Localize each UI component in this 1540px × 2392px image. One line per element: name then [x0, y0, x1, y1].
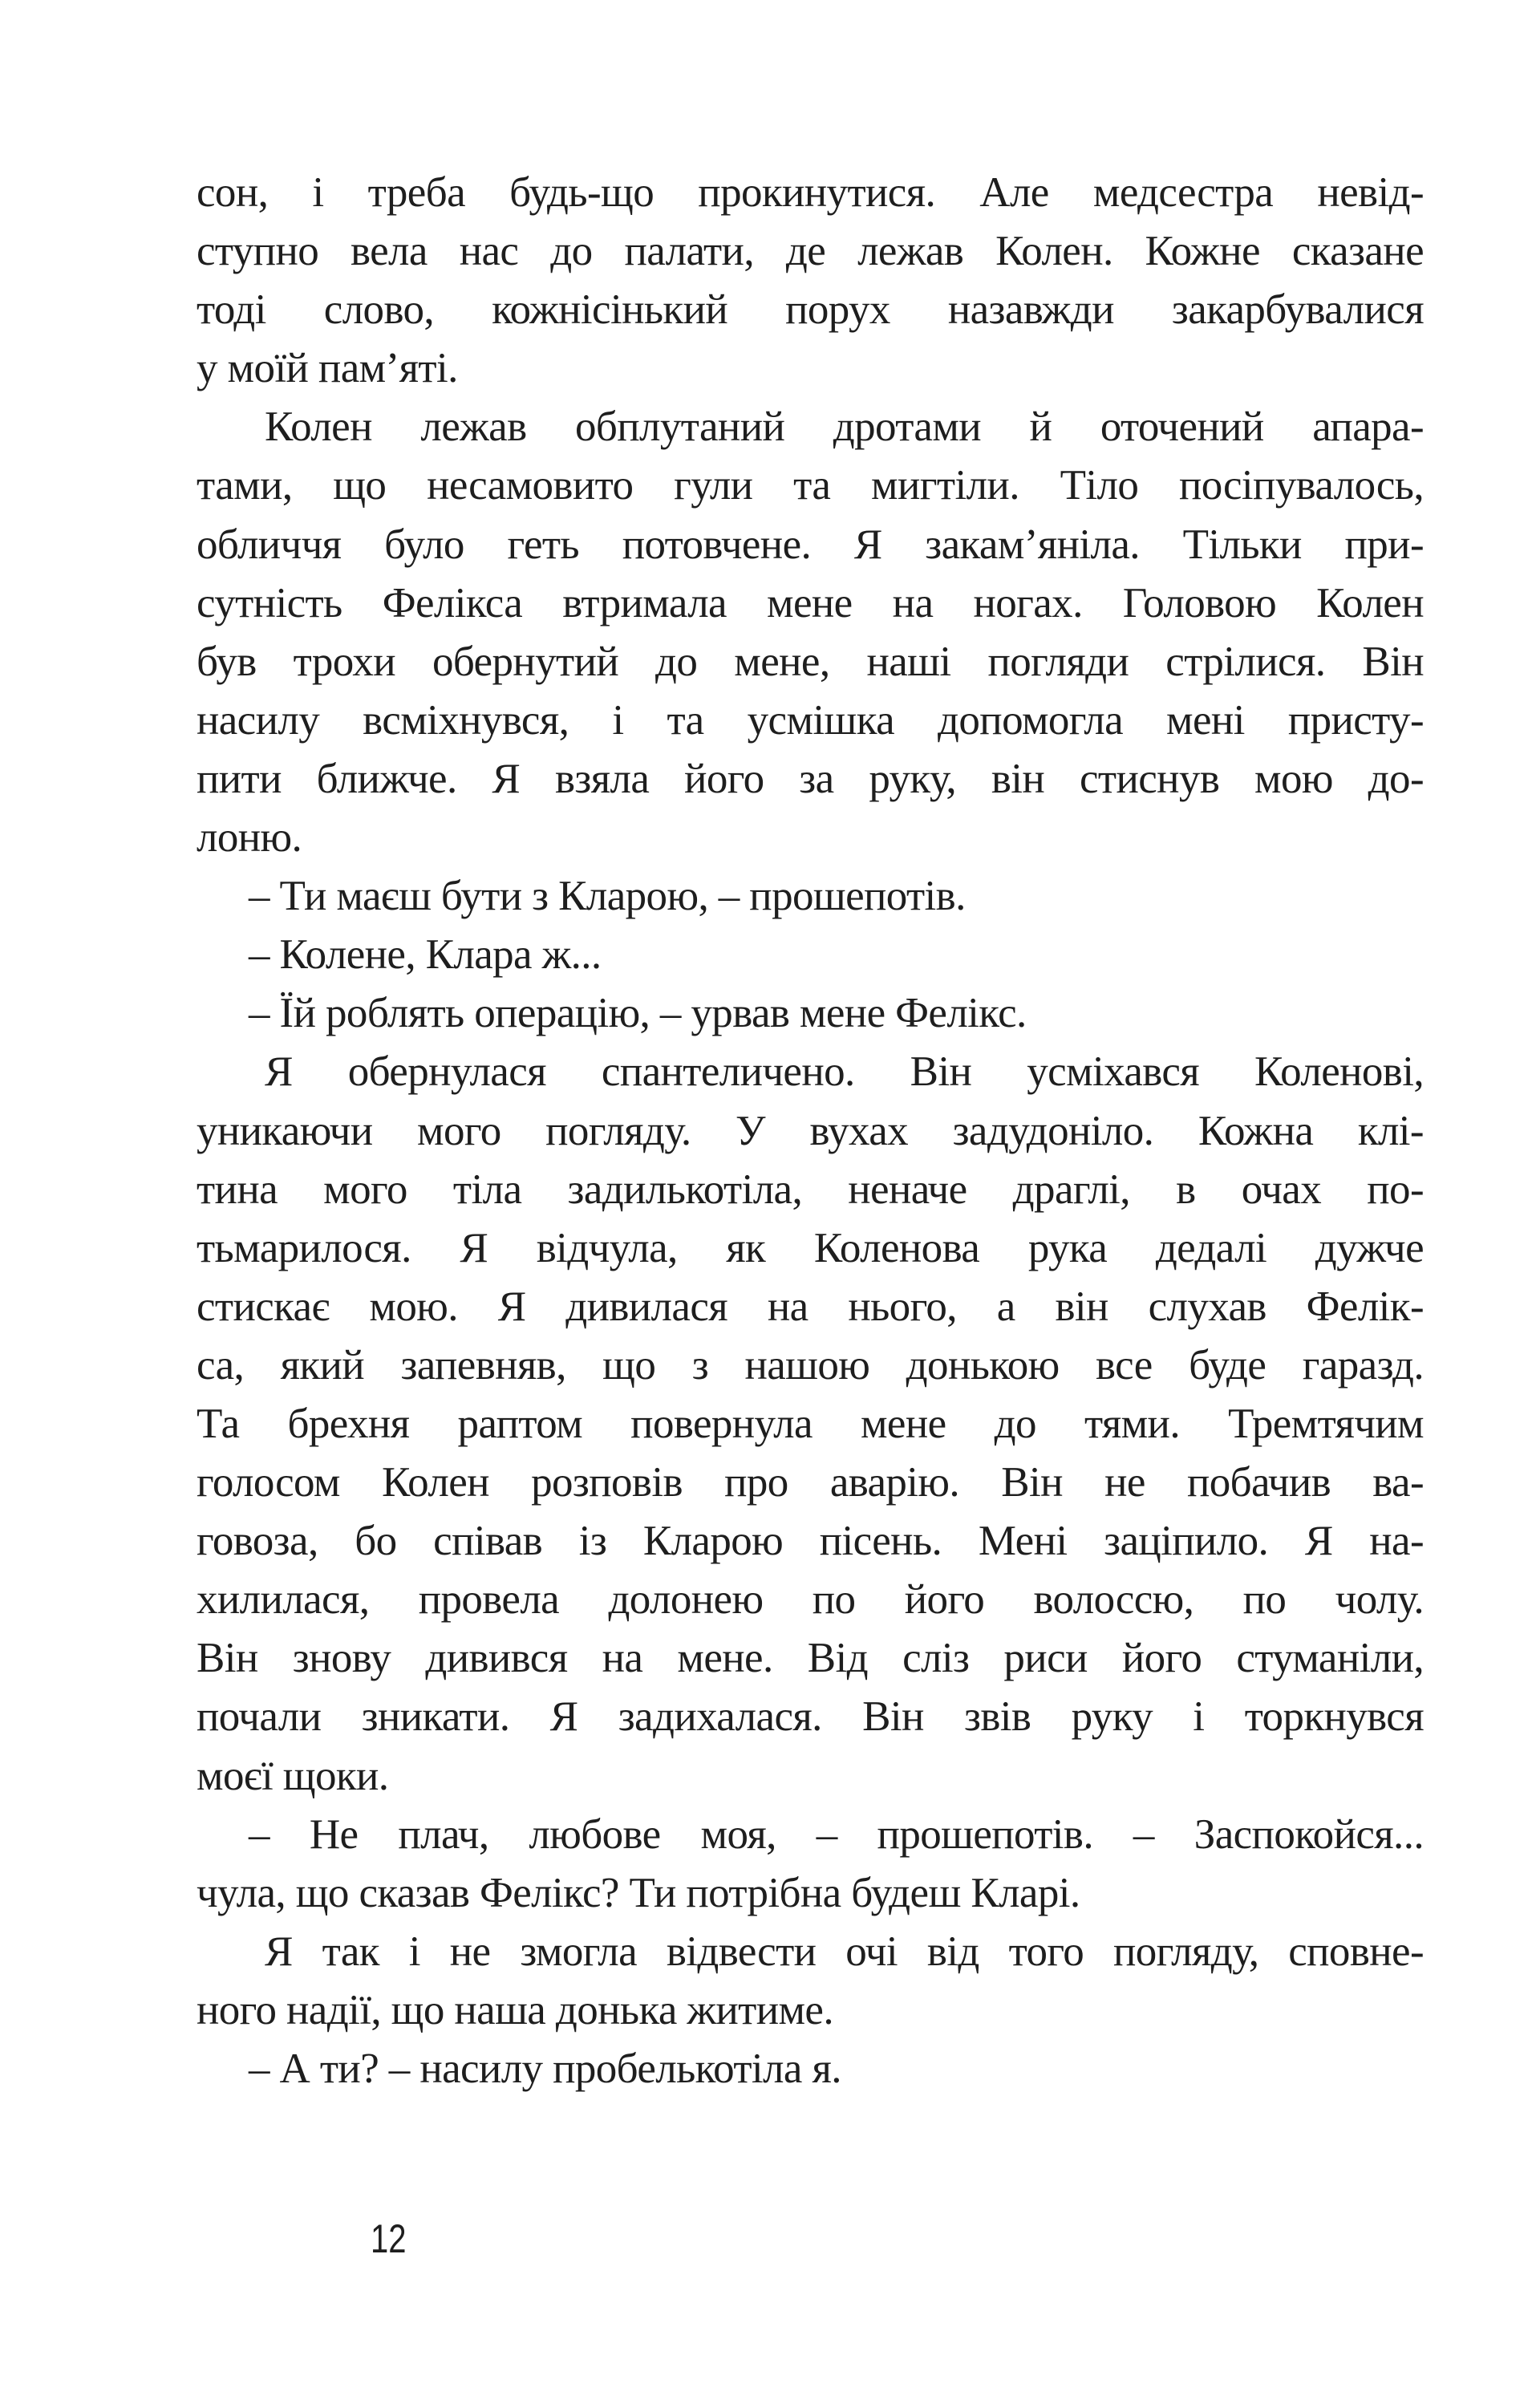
text-line: ного надії, що наша донька житиме.: [197, 1986, 834, 2033]
text-line: був трохи обернутий до мене, наші погляди стрілися. Він: [197, 638, 1424, 685]
text-line: сутність Фелікса втримала мене на ногах. Головою Колен: [197, 579, 1424, 626]
text-line: Я так і не змогла відвести очі від того погляду, сповне-: [265, 1928, 1424, 1975]
text-line: ступно вела нас до палати, де лежав Колен. Кожне сказане: [197, 228, 1424, 275]
text-line: сон, і треба будь-що прокинутися. Але медсестра невід-: [197, 169, 1424, 216]
page-number: 12: [371, 2216, 407, 2261]
text-line: Та брехня раптом повернула мене до тями. Тремтячим: [197, 1400, 1424, 1447]
text-line: – Не плач, любове моя, – прошепотів. – Заспокойся...: [249, 1810, 1424, 1858]
text-line: Колен лежав обплутаний дротами й оточений апара-: [265, 403, 1424, 451]
text-line: – Їй роблять операцію, – урвав мене Фелікс.: [249, 990, 1027, 1037]
text-line: тьмарилося. Я відчула, як Коленова рука дедалі дужче: [197, 1224, 1424, 1271]
text-line: тоді слово, кожнісінький порух назавжди закарбувалися: [197, 286, 1424, 334]
book-page-body: [197, 164, 1424, 2098]
text-line: уникаючи мого погляду. У вухах задудоніло. Кожна клі-: [197, 1107, 1424, 1154]
text-line: тина мого тіла задилькотіла, неначе драглі, в очах по-: [197, 1166, 1424, 1213]
text-line: пити ближче. Я взяла його за руку, він стиснув мою до-: [197, 755, 1424, 802]
text-line: моєї щоки.: [197, 1752, 389, 1799]
text-line: чула, що сказав Фелікс? Ти потрібна будеш Кларі.: [197, 1869, 1080, 1916]
text-line: у моїй пам’яті.: [197, 345, 458, 392]
text-line: говоза, бо співав із Кларою пісень. Мені заціпило. Я на-: [197, 1518, 1424, 1565]
text-line: – Ти маєш бути з Кларою, – прошепотів.: [249, 873, 966, 920]
text-line: тами, що несамовито гули та мигтіли. Тіло посіпувалось,: [197, 462, 1424, 509]
text-line: хилилася, провела долонею по його волоссю, по чолу.: [197, 1576, 1424, 1624]
text-line: Я обернулася спантеличено. Він усміхався Коленові,: [265, 1048, 1424, 1096]
text-line: обличчя було геть потовчене. Я закам’яніла. Тільки при-: [197, 521, 1424, 568]
text-line: лоню.: [197, 814, 302, 862]
text-line: са, який запевняв, що з нашою донькою все буде гаразд.: [197, 1341, 1424, 1389]
text-line: почали зникати. Я задихалася. Він звів руку і торкнувся: [197, 1693, 1424, 1741]
text-line: – Колене, Клара ж...: [249, 931, 602, 979]
text-line: Він знову дивився на мене. Від сліз риси його стуманіли,: [197, 1635, 1424, 1682]
text-line: голосом Колен розповів про аварію. Він не побачив ва-: [197, 1459, 1424, 1506]
text-line: насилу всміхнувся, і та усмішка допомогла мені присту-: [197, 696, 1424, 744]
text-line: стискає мою. Я дивилася на нього, а він слухав Фелік-: [197, 1283, 1424, 1330]
text-line: – А ти? – насилу пробелькотіла я.: [249, 2045, 841, 2092]
